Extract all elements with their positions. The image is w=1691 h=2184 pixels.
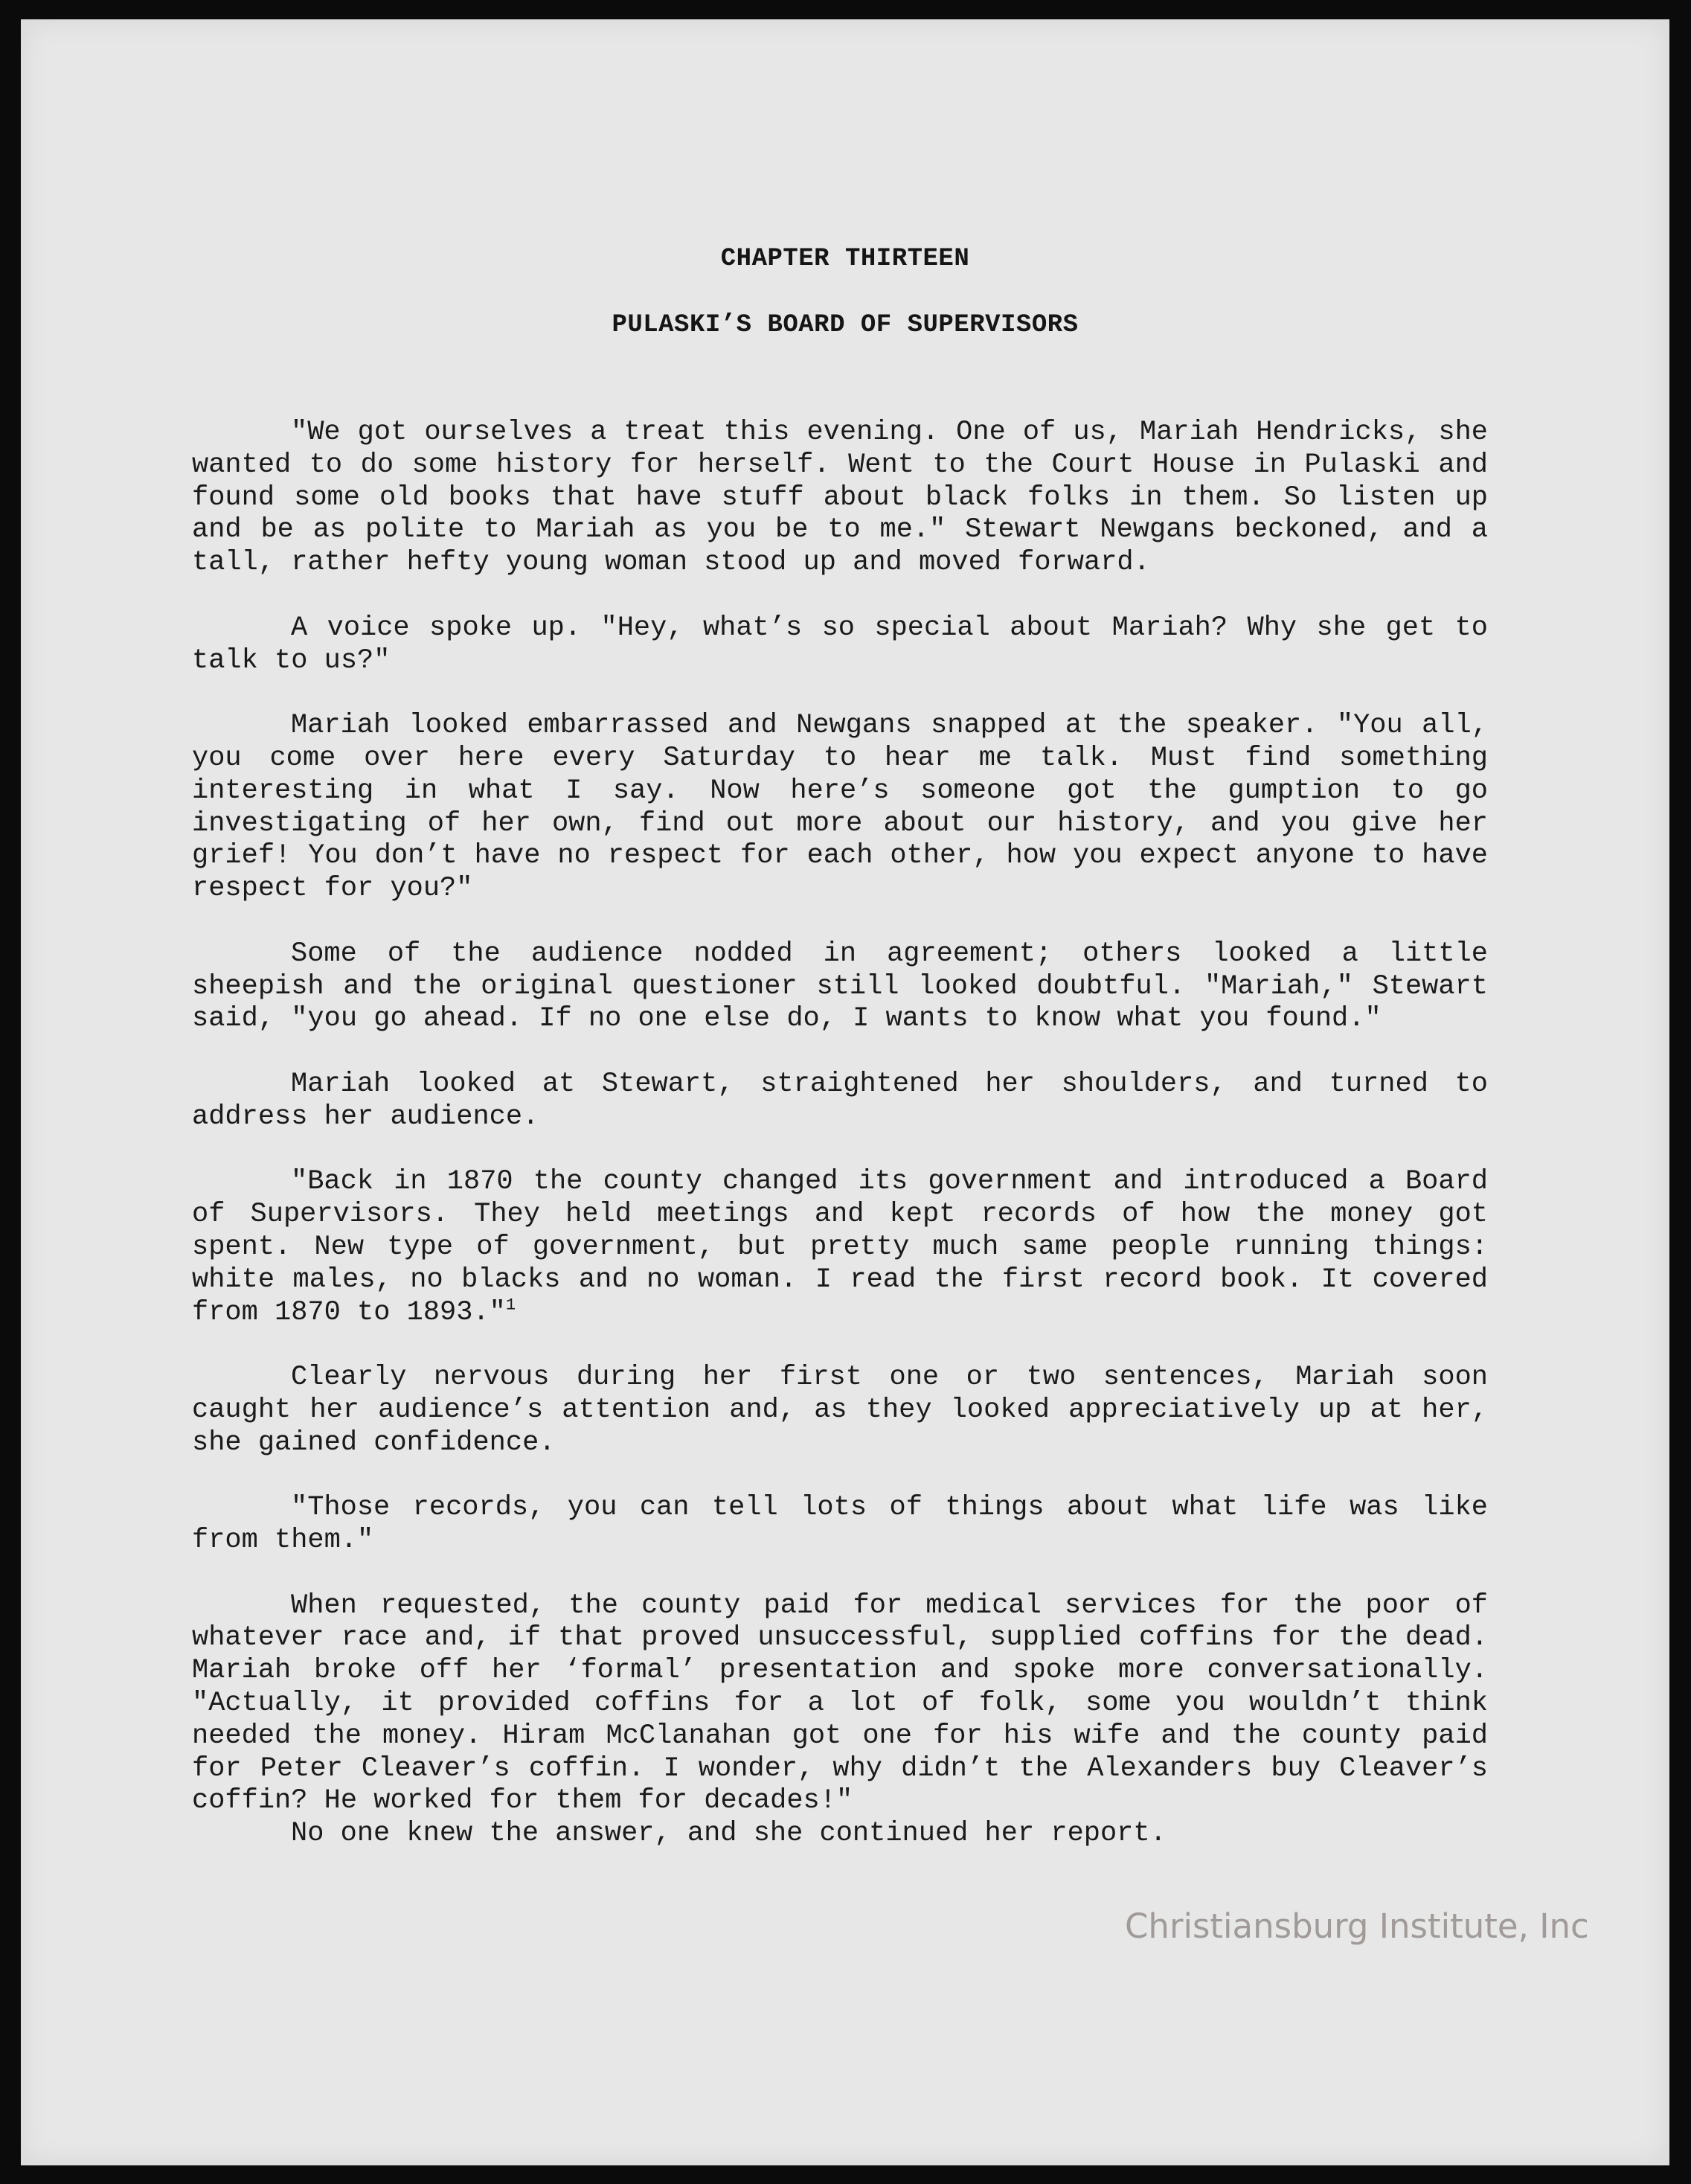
watermark: Christiansburg Institute, Inc [1125,1906,1589,1946]
paragraph-3: Mariah looked embarrassed and Newgans snapped at the speaker. "You all, you come over here every Saturday to hear me talk. Must find something interesting in what I say. Now here’s someone got the gumption to go investigating of her own, find out more about our history, and you give her grief! You don’t have no respect for each other, how you expect anyone to have respect for you?" [192,710,1488,905]
paper-page [21,19,1669,2165]
paragraph-6 [192,1166,1488,1329]
paragraph-8: "Those records, you can tell lots of things about what life was like from them." [192,1492,1488,1557]
chapter-heading: CHAPTER THIRTEEN [720,245,970,273]
body-text [192,417,1488,1851]
paragraph-10: No one knew the answer, and she continued her report. [291,1818,1167,1850]
footnote-marker: 1 [505,1296,516,1315]
paragraph-1: "We got ourselves a treat this evening. One of us, Mariah Hendricks, she wanted to do some history for herself. Went to the Court House in Pulaski and found some old books that have stuff about black folks in them. So listen up and be as polite to Mariah as you be to me." Stewart Newgans beckoned, and a tall, rather hefty young woman stood up and moved forward. [192,417,1488,579]
paragraph-6-text: "Back in 1870 the county changed its government and introduced a Board of Supervisors. They held meetings and kept records of how the money got spent. New type of government, but pretty much same people running things: white males, no blacks and no woman. I read the first record book. It covered from 1870 to 1893." [192,1166,1488,1328]
paragraph-4: Some of the audience nodded in agreement; others looked a little sheepish and the original questioner still looked doubtful. "Mariah," Stewart said, "you go ahead. If no one else do, I wants to know what you found." [192,938,1488,1035]
paragraph-7: Clearly nervous during her first one or two sentences, Mariah soon caught her audience’s attention and, as they looked appreciatively up at her, she gained confidence. [192,1362,1488,1458]
chapter-title: PULASKI’S BOARD OF SUPERVISORS [612,311,1079,339]
paragraph-5: Mariah looked at Stewart, straightened her shoulders, and turned to address her audience. [192,1068,1488,1133]
paragraph-2: A voice spoke up. "Hey, what’s so special about Mariah? Why she get to talk to us?" [192,612,1488,676]
paragraph-9: When requested, the county paid for medical services for the poor of whatever race and, if that proved unsuccessful, supplied coffins for the dead. Mariah broke off her ‘formal’ presentation and spoke more conversationally. "Actually, it provided coffins for a lot of folk, some you wouldn’t think needed the money. Hiram McClanahan got one for his wife and the county paid for Peter Cleaver’s coffin. I wonder, why didn’t the Alexanders buy Cleaver’s coffin? He worked for them for decades!" [192,1589,1488,1817]
